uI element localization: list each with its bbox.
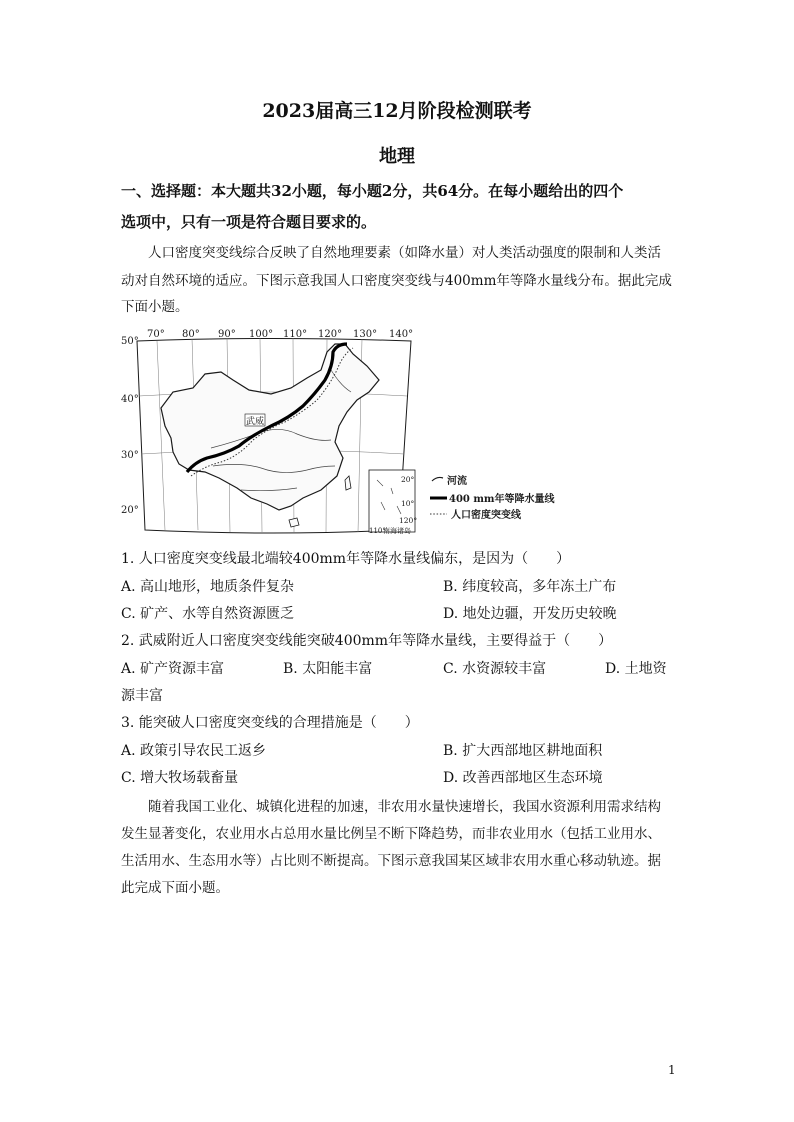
passage1-line1: 人口密度突变线综合反映了自然地理要素（如降水量）对人类活动强度的限制和人类活 <box>148 245 661 261</box>
taiwan-island <box>345 476 351 490</box>
q2-option-d-wrap: 源丰富 <box>121 688 163 704</box>
q2-option-c[interactable]: C. 水资源较丰富 <box>443 661 547 677</box>
inset-label: 20° <box>401 475 415 484</box>
q2-option-d[interactable]: D. 土地资 <box>605 661 667 677</box>
q3-option-c[interactable]: C. 增大牧场载畜量 <box>121 770 239 786</box>
q2-option-a[interactable]: A. 矿产资源丰富 <box>121 661 225 677</box>
legend-river: 河流 <box>447 476 467 487</box>
q3-option-b[interactable]: B. 扩大西部地区耕地面积 <box>443 743 603 759</box>
q3-option-d[interactable]: D. 改善西部地区生态环境 <box>443 770 603 786</box>
lon-label: 80° <box>182 329 200 340</box>
question-2-stem: 2. 武威附近人口密度突变线能突破400mm年等降水量线，主要得益于（ ） <box>121 633 613 649</box>
q1-option-d[interactable]: D. 地处边疆，开发历史较晚 <box>443 606 617 622</box>
q1-option-c[interactable]: C. 矿产、水等自然资源匮乏 <box>121 606 295 622</box>
exam-title: 2023届高三12月阶段检测联考 <box>262 100 532 122</box>
inset-label: 120° <box>399 516 418 525</box>
q1-option-b[interactable]: B. 纬度较高，多年冻土广布 <box>443 579 617 595</box>
passage1-line2: 动对自然环境的适应。下图示意我国人口密度突变线与400mm年等降水量线分布。据此完成 <box>121 273 672 289</box>
q2-option-b[interactable]: B. 太阳能丰富 <box>283 661 373 677</box>
legend-precip: 400 mm年等降水量线 <box>449 494 555 505</box>
lat-label: 20° <box>121 505 139 516</box>
passage1-line3: 下面小题。 <box>121 299 189 315</box>
china-map-figure <box>121 329 555 536</box>
hainan-island <box>289 518 299 527</box>
inset-label: 南海诸岛 <box>383 527 411 535</box>
lon-label: 140° <box>389 329 414 340</box>
wuwei-label: 武威 <box>246 417 265 427</box>
map-legend <box>430 474 556 521</box>
section-heading-line1: 一、选择题：本大题共32小题，每小题2分，共64分。在每小题给出的四个 <box>121 182 624 200</box>
lat-label: 50° <box>121 336 139 347</box>
q1-option-a[interactable]: A. 高山地形，地质条件复杂 <box>121 579 295 595</box>
page-number: 1 <box>668 1063 676 1077</box>
legend-density: 人口密度突变线 <box>451 510 521 521</box>
passage2-line2: 发生显著变化，农业用水占总用水量比例呈不断下降趋势，而非农业用水（包括工业用水、 <box>121 826 661 842</box>
lon-label: 90° <box>218 329 236 340</box>
q3-option-a[interactable]: A. 政策引导农民工返乡 <box>121 743 267 759</box>
lat-label: 30° <box>121 450 139 461</box>
lon-label: 100° <box>249 329 274 340</box>
inset-label: 10° <box>401 499 415 508</box>
question-1-stem: 1. 人口密度突变线最北端较400mm年等降水量线偏东，是因为（ ） <box>121 551 571 567</box>
passage2-line3: 生活用水、生态用水等）占比则不断提高。下图示意我国某区域非农用水重心移动轨迹。据 <box>121 853 661 869</box>
river-legend-icon <box>432 477 443 481</box>
question-3-stem: 3. 能突破人口密度突变线的合理措施是（ ） <box>121 715 419 731</box>
lat-label: 40° <box>121 394 139 405</box>
section-heading-line2: 选项中，只有一项是符合题目要求的。 <box>121 213 377 231</box>
lon-label: 130° <box>353 329 378 340</box>
lon-label: 120° <box>318 329 343 340</box>
lon-label: 110° <box>283 329 308 340</box>
passage2-line1: 随着我国工业化、城镇化进程的加速，非农用水量快速增长，我国水资源利用需求结构 <box>148 799 661 815</box>
passage2-line4: 此完成下面小题。 <box>121 880 229 896</box>
inset-label: 110° <box>369 527 386 535</box>
lon-label: 70° <box>147 329 165 340</box>
subject-title: 地理 <box>379 146 415 167</box>
